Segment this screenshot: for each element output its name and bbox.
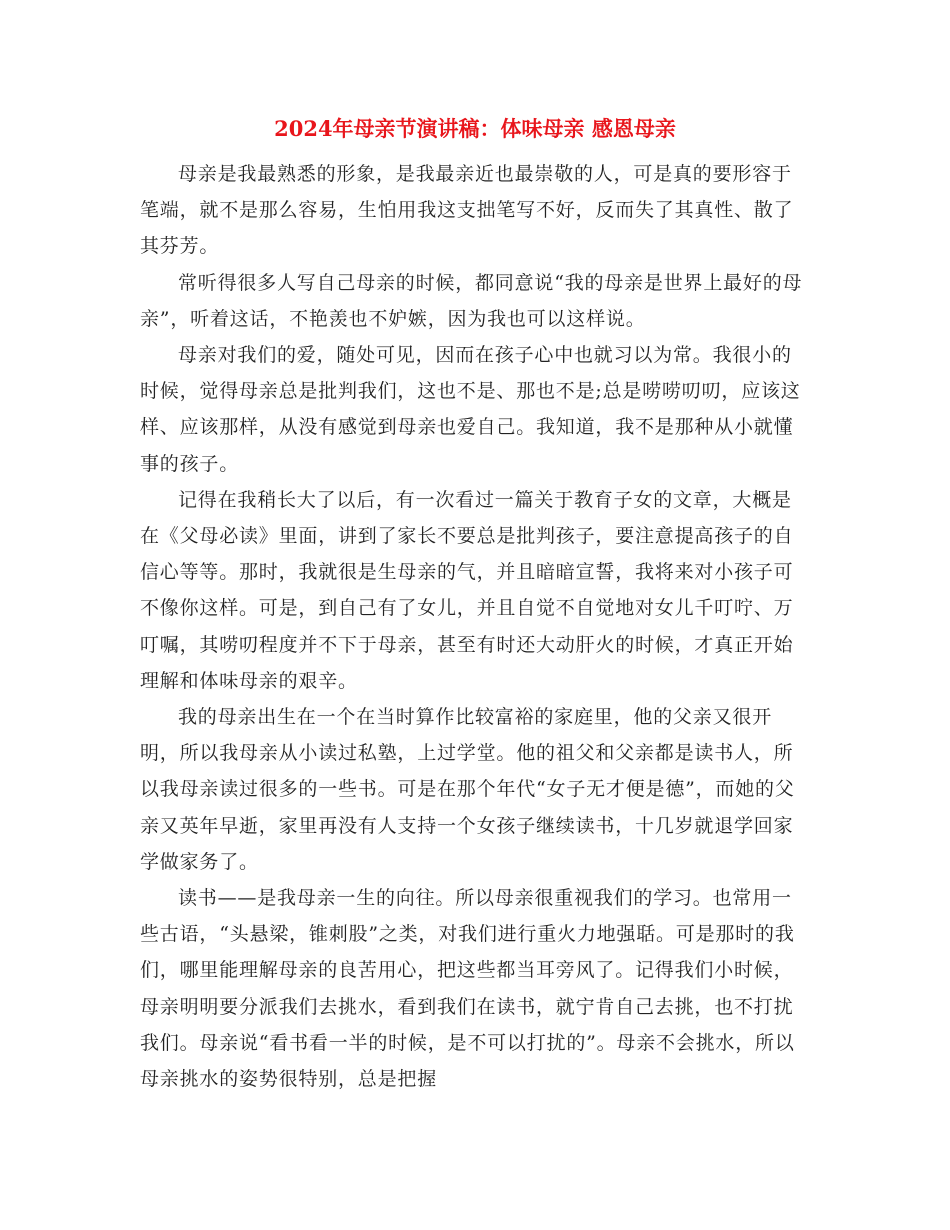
- paragraph-1: 母亲是我最熟悉的形象，是我最亲近也最崇敬的人，可是真的要形容于笔端，就不是那么容易，生怕用我这支拙笔写不好，反而失了其真性、散了其芬芳。: [140, 163, 794, 258]
- paragraph-5: 我的母亲出生在一个在当时算作比较富裕的家庭里，他的父亲又很开明，所以我母亲从小读过私塾，上过学堂。他的祖父和父亲都是读书人，所以我母亲读过很多的一些书。可是在那个年代“女子无才便是德”，而她的父亲又英年早逝，家里再没有人支持一个女孩子继续读书，十几岁就退学回家学做家务了。: [140, 706, 795, 873]
- paragraph-6: 读书——是我母亲一生的向往。所以母亲很重视我们的学习。也常用一些古语，“头悬梁，锥刺股”之类，对我们进行重火力地强聒。可是那时的我们，哪里能理解母亲的良苦用心，把这些都当耳旁风了。记得我们小时候，母亲明明要分派我们去挑水，看到我们在读书，就宁肯自己去挑，也不打扰我们。母亲说“看书看一半的时候，是不可以打扰的”。母亲不会挑水，所以母亲挑水的姿势很特别，总是把握: [140, 887, 795, 1091]
- paragraph-2: 常听得很多人写自己母亲的时候，都同意说“我的母亲是世界上最好的母亲”，听着这话，不艳羡也不妒嫉，因为我也可以这样说。: [140, 271, 803, 330]
- paragraph-3: 母亲对我们的爱，随处可见，因而在孩子心中也就习以为常。我很小的时候，觉得母亲总是批判我们，这也不是、那也不是;总是唠唠叨叨，应该这样、应该那样，从没有感觉到母亲也爱自己。我知道，我不是那种从小就懂事的孩子。: [140, 344, 801, 475]
- document-title: 2024年母亲节演讲稿：体味母亲 感恩母亲: [274, 116, 676, 141]
- paragraph-4: 记得在我稍长大了以后，有一次看过一篇关于教育子女的文章，大概是在《父母必读》里面，讲到了家长不要总是批判孩子，要注意提高孩子的自信心等等。那时，我就很是生母亲的气，并且暗暗宣誓，我将来对小孩子可不像你这样。可是，到自己有了女儿，并且自觉不自觉地对女儿千叮咛、万叮嘱，其唠叨程度并不下于母亲，甚至有时还大动肝火的时候，才真正开始理解和体味母亲的艰辛。: [140, 488, 794, 692]
- document-body: [140, 156, 810, 1097]
